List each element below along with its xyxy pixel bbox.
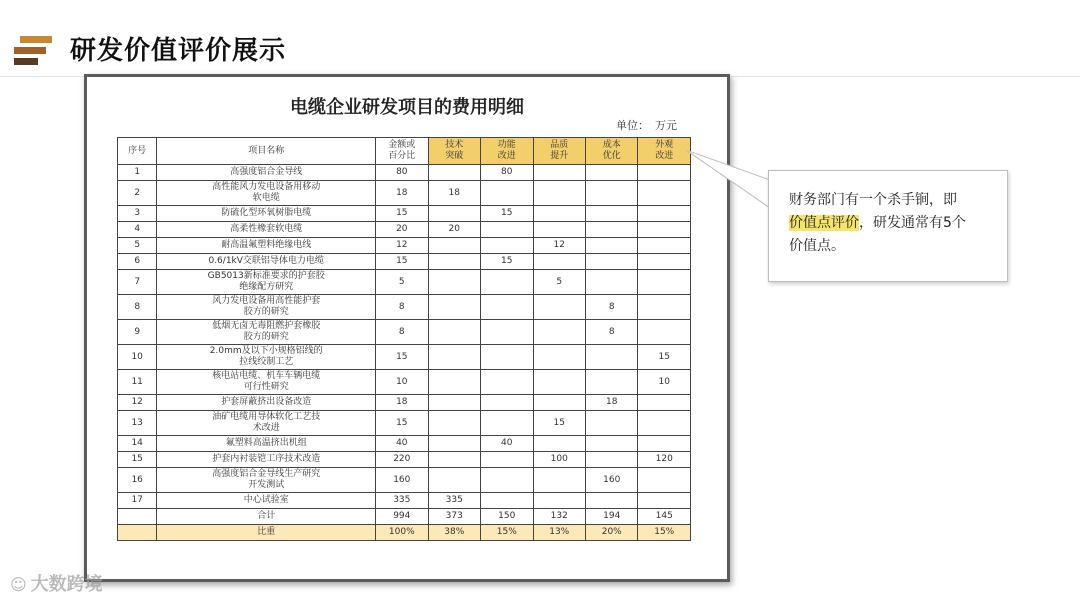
cell-func [481, 370, 533, 395]
table-body [118, 165, 691, 541]
cell-name [157, 436, 376, 452]
cell-no: 8 [118, 295, 157, 320]
cell-appear [638, 320, 691, 345]
cell-name [157, 345, 376, 370]
table-row [118, 222, 691, 238]
header-tech [428, 138, 480, 165]
cell-name [157, 222, 376, 238]
cell-cost: 8 [585, 295, 637, 320]
cell-func: 80 [481, 165, 533, 181]
header-quality [533, 138, 585, 165]
cell-name [157, 254, 376, 270]
cell-no: 10 [118, 345, 157, 370]
cell-no: 9 [118, 320, 157, 345]
cell-amount: 8 [376, 320, 428, 345]
header-amount [376, 138, 428, 165]
header-quality-l1: 品质 [550, 140, 569, 150]
cell-tech [428, 165, 480, 181]
cell-amount: 335 [376, 493, 428, 509]
ratio-label: 比重 [157, 525, 376, 541]
table-row [118, 181, 691, 206]
header-amount-l1: 金额或 [388, 140, 416, 150]
cell-appear [638, 468, 691, 493]
header-tech-l1: 技术 [445, 140, 464, 150]
cell-cost [585, 370, 637, 395]
cell-cost [585, 436, 637, 452]
cell-tech [428, 468, 480, 493]
cell-name-l2: 拉线绞制工艺 [239, 357, 294, 367]
cell-name-l2: 开发测试 [248, 480, 285, 490]
cell-name-l1: 核电站电缆、机车车辆电缆 [212, 371, 321, 381]
cell-quality [533, 295, 585, 320]
cell-name-l1: 高柔性橡套软电缆 [230, 224, 303, 234]
cell-tech [428, 436, 480, 452]
cell-name-l2: 胶方的研究 [243, 332, 289, 342]
cell-tech [428, 320, 480, 345]
cell-cost [585, 345, 637, 370]
cell-appear [638, 238, 691, 254]
cell-cost: 160 [585, 468, 637, 493]
cell-cost [585, 165, 637, 181]
logo-icon [14, 36, 54, 66]
cell-appear: 15 [638, 345, 691, 370]
cell-name-l1: 高强度铝合金导线生产研究 [212, 469, 321, 479]
header-index: 序号 [118, 138, 157, 165]
cell-func [481, 493, 533, 509]
cell-tech [428, 411, 480, 436]
table-row [118, 395, 691, 411]
cell-name [157, 395, 376, 411]
cell-name-l2: 术改进 [252, 423, 280, 433]
table-total-row [118, 509, 691, 525]
watermark [10, 570, 103, 596]
watermark-text: 大数跨境 [30, 574, 103, 595]
cell-appear [638, 436, 691, 452]
cell-name-l1: 2.0mm及以下小规格铝线的 [209, 346, 323, 356]
callout-line3: 价值点。 [789, 238, 845, 254]
header-func-l1: 功能 [497, 140, 516, 150]
cell-amount: 15 [376, 411, 428, 436]
cost-table-card [84, 74, 730, 582]
header-appear-l1: 外观 [655, 140, 674, 150]
ratio-tech: 38% [428, 525, 480, 541]
cost-table [117, 137, 691, 541]
total-func: 150 [481, 509, 533, 525]
cell-no: 17 [118, 493, 157, 509]
cell-amount: 15 [376, 345, 428, 370]
cell-tech [428, 345, 480, 370]
cell-appear [638, 270, 691, 295]
table-row [118, 345, 691, 370]
callout-line2 [789, 212, 993, 235]
cell-func [481, 468, 533, 493]
cell-no: 7 [118, 270, 157, 295]
cell-appear: 10 [638, 370, 691, 395]
cell-quality [533, 206, 585, 222]
callout-pointer [686, 150, 770, 220]
cell-name-l1: 0.6/1kV交联铝导体电力电缆 [208, 256, 324, 266]
cell-cost: 18 [585, 395, 637, 411]
cell-tech [428, 452, 480, 468]
unit-label-text: 单位： [616, 119, 649, 132]
header-appear [638, 138, 691, 165]
cell-quality [533, 493, 585, 509]
table-row [118, 493, 691, 509]
cell-amount: 160 [376, 468, 428, 493]
cell-quality [533, 222, 585, 238]
cell-cost [585, 238, 637, 254]
page-title: 研发价值评价展示 [70, 36, 287, 66]
callout-line1: 财务部门有一个杀手锏，即 [789, 192, 957, 208]
cell-name [157, 370, 376, 395]
table-ratio-row [118, 525, 691, 541]
cell-no: 15 [118, 452, 157, 468]
cell-no: 5 [118, 238, 157, 254]
watermark-logo-icon: ☺ [10, 575, 27, 594]
cell-no: 12 [118, 395, 157, 411]
cell-name [157, 181, 376, 206]
cell-amount: 40 [376, 436, 428, 452]
total-appear: 145 [638, 509, 691, 525]
cell-no: 1 [118, 165, 157, 181]
cell-cost [585, 452, 637, 468]
table-row [118, 436, 691, 452]
cell-tech: 18 [428, 181, 480, 206]
table-row [118, 320, 691, 345]
table-row [118, 370, 691, 395]
header-name: 项目名称 [157, 138, 376, 165]
cell-no: 16 [118, 468, 157, 493]
cell-appear [638, 181, 691, 206]
cell-quality [533, 345, 585, 370]
cell-appear [638, 295, 691, 320]
cell-func [481, 345, 533, 370]
cell-quality: 12 [533, 238, 585, 254]
cell-amount: 18 [376, 181, 428, 206]
cell-quality: 15 [533, 411, 585, 436]
table-header-row [118, 138, 691, 165]
total-quality: 132 [533, 509, 585, 525]
cell-amount: 220 [376, 452, 428, 468]
cell-tech [428, 206, 480, 222]
cell-func [481, 270, 533, 295]
ratio-no [118, 525, 157, 541]
cell-name-l1: GB5013新标准要求的护套胶 [207, 271, 325, 281]
total-cost: 194 [585, 509, 637, 525]
cell-cost [585, 222, 637, 238]
cell-quality: 100 [533, 452, 585, 468]
cell-cost [585, 206, 637, 222]
table-row [118, 452, 691, 468]
cell-no: 2 [118, 181, 157, 206]
cell-name [157, 206, 376, 222]
cell-tech [428, 238, 480, 254]
cell-cost [585, 493, 637, 509]
total-amount: 994 [376, 509, 428, 525]
callout-box [768, 170, 1008, 282]
table-row [118, 165, 691, 181]
cell-tech [428, 370, 480, 395]
ratio-appear: 15% [638, 525, 691, 541]
cell-appear [638, 254, 691, 270]
cell-no: 3 [118, 206, 157, 222]
cell-amount: 15 [376, 254, 428, 270]
cell-name-l2: 软电缆 [252, 193, 280, 203]
cell-name-l1: 防硫化型环氧树脂电缆 [221, 208, 312, 218]
cell-amount: 20 [376, 222, 428, 238]
cell-func [481, 295, 533, 320]
cell-quality [533, 165, 585, 181]
cell-name [157, 165, 376, 181]
cell-name-l1: 高性能风力发电设备用移动 [212, 182, 321, 192]
cell-quality: 5 [533, 270, 585, 295]
total-no [118, 509, 157, 525]
cell-func: 15 [481, 206, 533, 222]
cell-name [157, 452, 376, 468]
cell-name-l1: 油矿电缆用导体软化工艺技 [212, 412, 321, 422]
cell-tech [428, 295, 480, 320]
cell-quality [533, 254, 585, 270]
cell-appear: 120 [638, 452, 691, 468]
cell-cost [585, 411, 637, 436]
cell-quality [533, 181, 585, 206]
cell-amount: 5 [376, 270, 428, 295]
cell-name [157, 493, 376, 509]
table-row [118, 254, 691, 270]
callout-line2-rest: ，研发通常有5个 [859, 215, 966, 231]
cell-tech [428, 270, 480, 295]
cell-tech [428, 254, 480, 270]
cell-amount: 10 [376, 370, 428, 395]
cell-func [481, 320, 533, 345]
header-quality-l2: 提升 [550, 151, 569, 161]
cell-amount: 12 [376, 238, 428, 254]
cell-no: 4 [118, 222, 157, 238]
cell-amount: 18 [376, 395, 428, 411]
cell-tech [428, 395, 480, 411]
cell-cost [585, 181, 637, 206]
cell-func: 15 [481, 254, 533, 270]
cell-name-l1: 护套屏蔽挤出设备改造 [221, 397, 312, 407]
cell-appear [638, 395, 691, 411]
cell-tech: 20 [428, 222, 480, 238]
total-label: 合计 [157, 509, 376, 525]
cell-name-l2: 可行性研究 [243, 382, 289, 392]
cell-cost [585, 270, 637, 295]
table-row [118, 270, 691, 295]
header-func-l2: 改进 [497, 151, 516, 161]
cell-appear [638, 411, 691, 436]
header-cost [585, 138, 637, 165]
cell-name [157, 411, 376, 436]
table-row [118, 468, 691, 493]
header-cost-l1: 成本 [602, 140, 621, 150]
cell-name-l1: 护套内衬装铠工序技术改造 [212, 454, 321, 464]
cell-func [481, 395, 533, 411]
cell-appear [638, 206, 691, 222]
cell-appear [638, 165, 691, 181]
cell-no: 11 [118, 370, 157, 395]
cell-name [157, 295, 376, 320]
cell-func [481, 452, 533, 468]
cell-amount: 80 [376, 165, 428, 181]
cell-name-l1: 中心试验室 [243, 495, 289, 505]
cell-no: 14 [118, 436, 157, 452]
cell-no: 13 [118, 411, 157, 436]
cell-name [157, 468, 376, 493]
cell-name-l1: 高强度铝合金导线 [230, 167, 303, 177]
cell-amount: 8 [376, 295, 428, 320]
ratio-cost: 20% [585, 525, 637, 541]
cell-quality [533, 370, 585, 395]
callout-highlight: 价值点评价 [789, 215, 859, 231]
unit-value: 万元 [655, 119, 677, 132]
cell-name [157, 238, 376, 254]
cell-name-l1: 耐高温氟塑料绝缘电线 [221, 240, 312, 250]
table-row [118, 295, 691, 320]
cell-name-l1: 氟塑料高温挤出机组 [225, 438, 307, 448]
cell-quality [533, 468, 585, 493]
cell-tech: 335 [428, 493, 480, 509]
cell-func: 40 [481, 436, 533, 452]
table-title: 电缆企业研发项目的费用明细 [290, 97, 524, 118]
header-func [481, 138, 533, 165]
cell-quality [533, 320, 585, 345]
table-row [118, 411, 691, 436]
cell-func [481, 181, 533, 206]
cell-appear [638, 493, 691, 509]
cell-cost: 8 [585, 320, 637, 345]
total-tech: 373 [428, 509, 480, 525]
ratio-func: 15% [481, 525, 533, 541]
table-row [118, 206, 691, 222]
cell-name-l2: 胶方的研究 [243, 307, 289, 317]
cell-cost [585, 254, 637, 270]
cell-quality [533, 395, 585, 411]
unit-label [610, 117, 677, 133]
cell-name-l2: 绝缘配方研究 [239, 282, 294, 292]
cell-name-l1: 低烟无卤无毒阻燃护套橡胶 [212, 321, 321, 331]
cell-no: 6 [118, 254, 157, 270]
header-amount-l2: 百分比 [388, 151, 416, 161]
header-tech-l2: 突破 [445, 151, 464, 161]
header-appear-l2: 改进 [655, 151, 674, 161]
cell-func [481, 411, 533, 436]
header-cost-l2: 优化 [602, 151, 621, 161]
table-row [118, 238, 691, 254]
cell-name [157, 270, 376, 295]
cell-func [481, 222, 533, 238]
ratio-quality: 13% [533, 525, 585, 541]
cell-name-l1: 风力发电设备用高性能护套 [212, 296, 321, 306]
cell-name [157, 320, 376, 345]
ratio-amount: 100% [376, 525, 428, 541]
cell-amount: 15 [376, 206, 428, 222]
cell-func [481, 238, 533, 254]
cell-quality [533, 436, 585, 452]
cell-appear [638, 222, 691, 238]
